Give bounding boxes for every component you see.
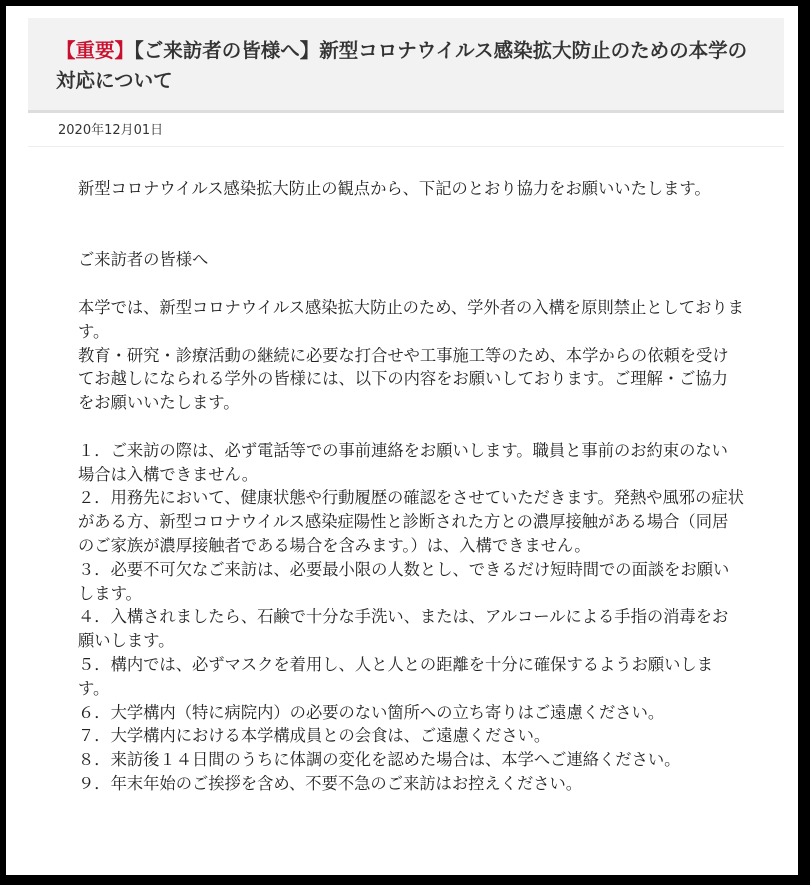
- list-item: ６．大学構内（特に病院内）の必要のない箇所への立ち寄りはご遠慮ください。: [78, 702, 665, 722]
- list-item: ３．必要不可欠なご来訪は、必要最小限の人数とし、できるだけ短時間での面談をお願いします。: [78, 559, 730, 603]
- spacer: [78, 415, 744, 439]
- list-item: ９．年末年始のご挨拶を含め、不要不急のご来訪はお控えください。: [78, 773, 583, 793]
- list-item: ８．来訪後１４日間のうちに体調の変化を認めた場合は、本学へご連絡ください。: [78, 750, 681, 770]
- notice-article: [28, 18, 784, 796]
- intro-text: 新型コロナウイルス感染拡大防止の観点から、下記のとおり協力をお願いいたします。: [78, 179, 711, 198]
- title-text: 【ご来訪者の皆様へ】新型コロナウイルス感染拡大防止のための本学の対応について: [56, 39, 748, 92]
- page-title: [56, 36, 756, 96]
- important-label: 【重要】: [56, 39, 135, 62]
- list-item: ４．入構されましたら、石鹸で十分な手洗い、または、アルコールによる手指の消毒をお願いします。: [78, 607, 729, 651]
- list-item: １．ご来訪の際は、必ず電話等での事前連絡をお願いします。職員と事前のお約束のない場合は入構できません。: [78, 440, 728, 484]
- list-item: ２．用務先において、健康状態や行動履歴の確認をさせていただきます。発熱や風邪の症状がある方、新型コロナウイルス感染症陽性と診断された方との濃厚接触がある場合（同居のご家族が濃厚接触者である場合を含みます。）は、入構できません。: [78, 488, 744, 555]
- publish-date: 2020年12月01日: [28, 113, 784, 147]
- spacer: [78, 201, 744, 249]
- paragraph-1: 本学では、新型コロナウイルス感染拡大防止のため、学外者の入構を原則禁止としております。: [78, 297, 744, 341]
- notice-body: [28, 147, 784, 796]
- title-box: [28, 18, 784, 113]
- greeting-text: ご来訪者の皆様へ: [78, 250, 209, 270]
- list-item: ５．構内では、必ずマスクを着用し、人と人との距離を十分に確保するようお願いします。: [78, 654, 713, 698]
- list-item: ７．大学構内における本学構成員との会食は、ご遠慮ください。: [78, 726, 551, 746]
- spacer: [78, 272, 744, 296]
- paragraph-2: 教育・研究・診療活動の継続に必要な打合せや工事施工等のため、本学からの依頼を受けてお越しになられる学外の皆様には、以下の内容をお願いしております。ご理解・ご協力をお願いいたします。: [78, 345, 729, 413]
